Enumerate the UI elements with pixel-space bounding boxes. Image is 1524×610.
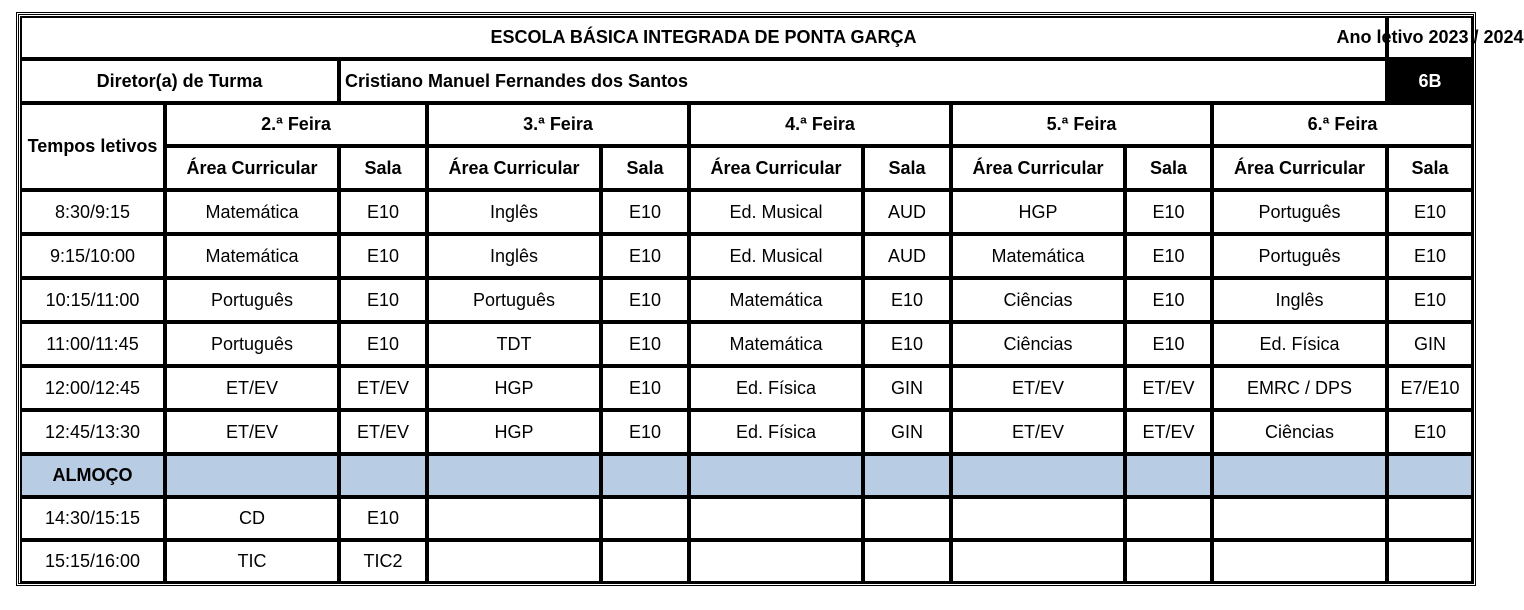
room-cell: E10 <box>339 190 427 234</box>
room-cell: E10 <box>1125 278 1212 322</box>
room-cell <box>1125 540 1212 583</box>
sala-subheader: Sala <box>1387 146 1473 190</box>
room-cell: E10 <box>1125 190 1212 234</box>
room-cell: TIC2 <box>339 540 427 583</box>
director-name: Cristiano Manuel Fernandes dos Santos <box>339 59 1387 103</box>
subject-cell: Inglês <box>1212 278 1387 322</box>
subject-cell: Matemática <box>689 322 863 366</box>
room-cell: GIN <box>863 366 951 410</box>
area-subheader: Área Curricular <box>427 146 601 190</box>
area-subheader: Área Curricular <box>951 146 1125 190</box>
room-cell <box>863 540 951 583</box>
room-cell: E10 <box>339 278 427 322</box>
subject-cell: ET/EV <box>165 366 339 410</box>
room-cell: ET/EV <box>1125 366 1212 410</box>
sala-subheader: Sala <box>863 146 951 190</box>
time-slot: 9:15/10:00 <box>20 234 165 278</box>
subject-cell: Ed. Musical <box>689 234 863 278</box>
subject-cell: Português <box>1212 234 1387 278</box>
room-cell: GIN <box>863 410 951 454</box>
subject-cell: Matemática <box>689 278 863 322</box>
time-slot: 12:45/13:30 <box>20 410 165 454</box>
subject-cell: Português <box>165 322 339 366</box>
day-header: 4.ª Feira <box>689 103 951 146</box>
subject-cell: Ciências <box>951 278 1125 322</box>
class-name: 6B <box>1387 59 1473 103</box>
room-cell: E10 <box>1125 234 1212 278</box>
subject-cell <box>427 540 601 583</box>
lunch-cell <box>1125 454 1212 497</box>
room-cell: E10 <box>1387 190 1473 234</box>
time-slot: 15:15/16:00 <box>20 540 165 583</box>
room-cell: E10 <box>339 322 427 366</box>
subject-cell: Matemática <box>165 234 339 278</box>
subject-cell <box>689 540 863 583</box>
room-cell: E10 <box>1387 410 1473 454</box>
area-subheader: Área Curricular <box>165 146 339 190</box>
day-header: 5.ª Feira <box>951 103 1212 146</box>
time-slot: 12:00/12:45 <box>20 366 165 410</box>
room-cell: ET/EV <box>1125 410 1212 454</box>
lunch-cell <box>1212 454 1387 497</box>
subject-cell: TIC <box>165 540 339 583</box>
room-cell: E10 <box>601 322 689 366</box>
room-cell: E10 <box>863 322 951 366</box>
subject-cell: Inglês <box>427 234 601 278</box>
room-cell: GIN <box>1387 322 1473 366</box>
subject-cell: Matemática <box>165 190 339 234</box>
room-cell: E10 <box>1387 234 1473 278</box>
area-subheader: Área Curricular <box>689 146 863 190</box>
room-cell: E10 <box>601 410 689 454</box>
room-cell: ET/EV <box>339 366 427 410</box>
sala-subheader: Sala <box>1125 146 1212 190</box>
subject-cell: Português <box>165 278 339 322</box>
room-cell: E10 <box>601 234 689 278</box>
subject-cell: HGP <box>951 190 1125 234</box>
lunch-cell <box>427 454 601 497</box>
lunch-label: ALMOÇO <box>20 454 165 497</box>
director-label: Diretor(a) de Turma <box>20 59 339 103</box>
subject-cell <box>1212 540 1387 583</box>
lunch-cell <box>689 454 863 497</box>
subject-cell: Matemática <box>951 234 1125 278</box>
room-cell: E10 <box>601 278 689 322</box>
subject-cell: EMRC / DPS <box>1212 366 1387 410</box>
time-slot: 14:30/15:15 <box>20 497 165 540</box>
lunch-cell <box>601 454 689 497</box>
room-cell <box>1387 497 1473 540</box>
subject-cell <box>1212 497 1387 540</box>
room-cell <box>863 497 951 540</box>
subject-cell <box>689 497 863 540</box>
subject-cell: Ciências <box>951 322 1125 366</box>
day-header: 6.ª Feira <box>1212 103 1473 146</box>
subject-cell <box>427 497 601 540</box>
subject-cell: Ed. Física <box>689 410 863 454</box>
time-slot: 10:15/11:00 <box>20 278 165 322</box>
subject-cell: Ciências <box>1212 410 1387 454</box>
room-cell: E10 <box>1387 278 1473 322</box>
subject-cell: Ed. Física <box>689 366 863 410</box>
room-cell: E10 <box>863 278 951 322</box>
time-slot: 8:30/9:15 <box>20 190 165 234</box>
room-cell: E10 <box>339 234 427 278</box>
lunch-cell <box>863 454 951 497</box>
sala-subheader: Sala <box>339 146 427 190</box>
time-slot: 11:00/11:45 <box>20 322 165 366</box>
room-cell: E10 <box>601 190 689 234</box>
subject-cell: TDT <box>427 322 601 366</box>
subject-cell: ET/EV <box>951 366 1125 410</box>
lunch-cell <box>951 454 1125 497</box>
subject-cell: Português <box>1212 190 1387 234</box>
day-header: 2.ª Feira <box>165 103 427 146</box>
subject-cell <box>951 497 1125 540</box>
room-cell <box>601 540 689 583</box>
room-cell <box>1125 497 1212 540</box>
times-header: Tempos letivos <box>20 103 165 190</box>
room-cell: AUD <box>863 190 951 234</box>
room-cell: ET/EV <box>339 410 427 454</box>
subject-cell <box>951 540 1125 583</box>
room-cell: E7/E10 <box>1387 366 1473 410</box>
room-cell: AUD <box>863 234 951 278</box>
room-cell: E10 <box>601 366 689 410</box>
subject-cell: HGP <box>427 366 601 410</box>
day-header: 3.ª Feira <box>427 103 689 146</box>
subject-cell: Português <box>427 278 601 322</box>
subject-cell: Ed. Musical <box>689 190 863 234</box>
subject-cell: CD <box>165 497 339 540</box>
school-title: ESCOLA BÁSICA INTEGRADA DE PONTA GARÇA <box>20 16 1387 59</box>
school-year: Ano letivo 2023 / 2024 <box>1387 16 1473 59</box>
lunch-cell <box>1387 454 1473 497</box>
room-cell: E10 <box>1125 322 1212 366</box>
room-cell <box>1387 540 1473 583</box>
subject-cell: ET/EV <box>951 410 1125 454</box>
room-cell <box>601 497 689 540</box>
lunch-cell <box>339 454 427 497</box>
lunch-cell <box>165 454 339 497</box>
sala-subheader: Sala <box>601 146 689 190</box>
subject-cell: Ed. Física <box>1212 322 1387 366</box>
subject-cell: Inglês <box>427 190 601 234</box>
subject-cell: HGP <box>427 410 601 454</box>
subject-cell: ET/EV <box>165 410 339 454</box>
room-cell: E10 <box>339 497 427 540</box>
area-subheader: Área Curricular <box>1212 146 1387 190</box>
